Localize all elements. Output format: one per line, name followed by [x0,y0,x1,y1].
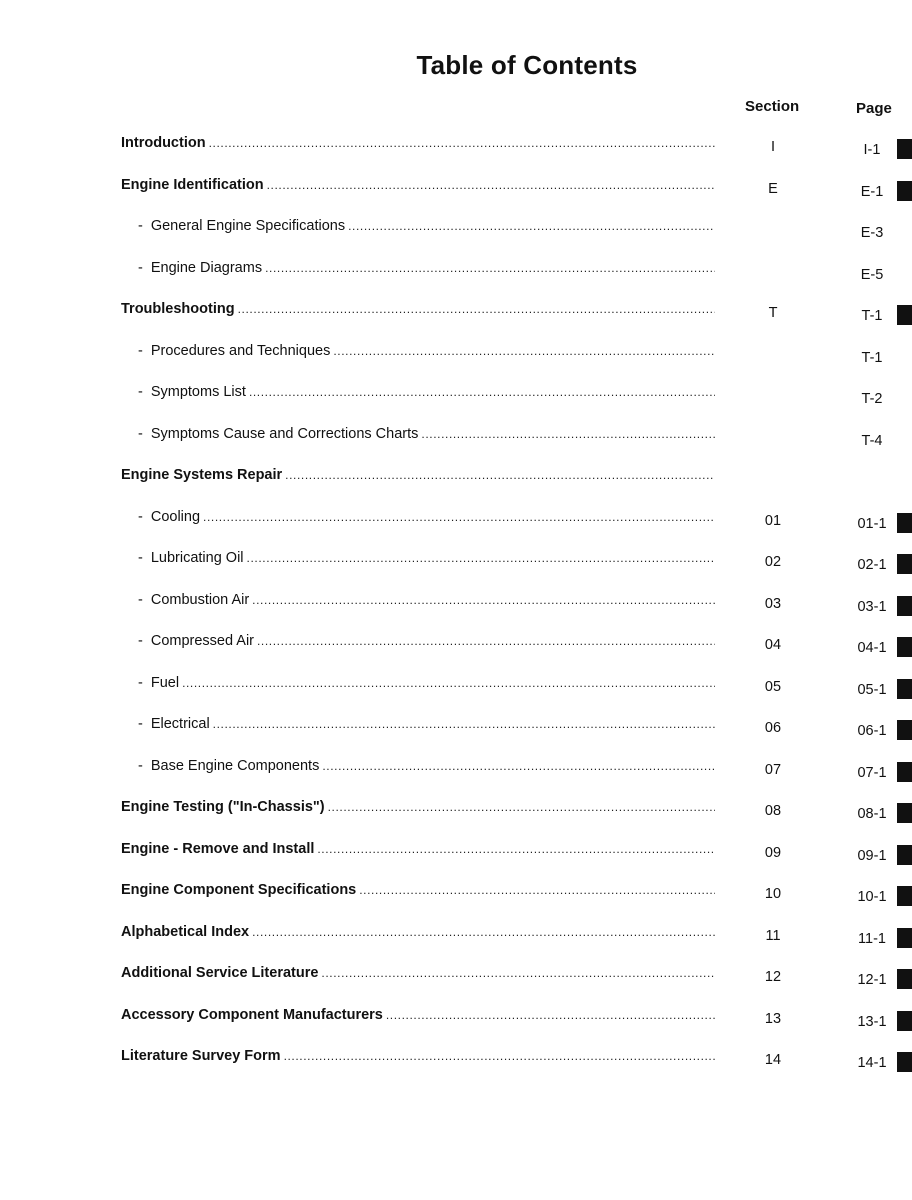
toc-entry-label: Troubleshooting [121,301,235,317]
toc-entry[interactable] [138,758,715,774]
toc-entry[interactable] [138,592,715,608]
page-number: 11-1 [858,930,886,947]
page-number: 04-1 [857,640,887,656]
section-code: E [768,180,778,197]
section-tab-marker [897,928,912,948]
section-tab-marker [897,845,912,865]
toc-entry-label: Engine - Remove and Install [121,840,315,857]
bullet-dash: - [138,674,143,691]
section-tab-marker [897,513,912,533]
dot-leader [348,219,715,233]
toc-list [0,127,912,1082]
dot-leader [386,1008,715,1022]
toc-entry[interactable] [121,924,715,940]
bullet-dash: - [138,384,143,400]
bullet-dash: - [138,591,143,608]
section-code: 08 [764,803,782,819]
toc-entry[interactable] [138,384,715,400]
toc-entry-label: Alphabetical Index [121,923,250,940]
dot-leader [328,800,715,814]
toc-entry-label: Procedures and Techniques [150,342,331,359]
section-tab-marker [897,596,912,616]
dot-leader [252,593,715,607]
dot-leader [182,676,715,690]
dot-leader [333,344,715,358]
toc-entry[interactable] [138,218,715,234]
toc-entry[interactable] [138,426,715,442]
bullet-dash: - [138,550,143,566]
page-number: 10-1 [857,889,887,905]
toc-entry-label: Base Engine Components [150,757,320,774]
page-number: 14-1 [857,1055,887,1071]
section-code: I [770,139,776,155]
toc-row[interactable] [0,252,912,294]
dot-leader [257,634,715,648]
bullet-dash: - [138,342,143,359]
toc-entry[interactable] [121,799,715,815]
toc-entry[interactable] [121,882,715,898]
toc-entry-label: Introduction [121,135,206,151]
page-number: 03-1 [857,598,887,615]
section-code: 10 [764,886,782,902]
dot-leader [322,759,715,773]
toc-row[interactable] [0,916,912,958]
toc-entry-label: Combustion Air [150,591,250,608]
toc-entry-label: Compressed Air [150,633,254,649]
toc-entry[interactable] [138,716,715,732]
section-code: 03 [764,595,782,612]
section-code: T [768,305,778,321]
page-title: Table of Contents [416,50,638,80]
toc-entry[interactable] [138,675,715,691]
bullet-dash: - [138,757,143,774]
toc-row[interactable] [0,335,912,377]
toc-entry[interactable] [138,550,715,566]
dot-leader [317,842,715,856]
toc-entry[interactable] [138,260,715,276]
dot-leader [265,261,715,275]
toc-row[interactable] [0,169,912,211]
dot-leader [359,883,715,897]
page-number: 01-1 [857,515,887,532]
page-number: E-3 [860,225,884,241]
page-number: 05-1 [857,681,887,698]
toc-entry[interactable] [138,509,715,525]
page-number: 09-1 [857,847,887,864]
page-number: T-4 [861,432,883,449]
page-number: 07-1 [857,764,887,781]
toc-entry-label: Engine Systems Repair [121,467,283,483]
section-tab-marker [897,1011,912,1031]
toc-entry[interactable] [121,301,715,317]
page-number: T-2 [861,391,883,407]
toc-entry-label: Engine Diagrams [150,259,263,276]
bullet-dash: - [138,425,143,442]
toc-row[interactable] [0,376,912,418]
dot-leader [421,427,715,441]
toc-entry[interactable] [121,177,715,193]
toc-entry[interactable] [121,965,715,981]
toc-row[interactable] [0,957,912,999]
toc-row[interactable] [0,667,912,709]
toc-entry[interactable] [121,1007,715,1023]
section-code: 11 [765,927,781,944]
section-code: 13 [764,1010,782,1027]
dot-leader [252,925,715,939]
toc-entry-label: Symptoms List [150,384,246,400]
dot-leader [249,385,715,399]
toc-entry-label: Engine Component Specifications [121,882,357,898]
section-tab-marker [897,803,912,823]
toc-entry-label: Engine Testing ("In-Chassis") [121,799,325,815]
section-tab-marker [897,554,912,574]
section-code: 06 [764,720,782,736]
page-number: 12-1 [857,972,887,988]
page-number: 13-1 [857,1013,887,1030]
toc-entry-label: Accessory Component Manufacturers [121,1006,383,1023]
toc-entry[interactable] [121,1048,715,1064]
dot-leader [247,551,715,565]
section-tab-marker [897,762,912,782]
section-column-header: Section [745,98,800,115]
toc-row[interactable] [0,418,912,460]
toc-row[interactable] [0,584,912,626]
section-tab-marker [897,679,912,699]
toc-row[interactable] [0,459,912,501]
page-number: 08-1 [857,806,887,822]
section-code: 09 [764,844,782,861]
section-code: 01 [764,512,782,529]
dot-leader [213,717,715,731]
dot-leader [267,178,715,192]
section-tab-marker [897,1052,912,1072]
section-tab-marker [897,305,912,325]
page-number: 06-1 [857,723,887,739]
page-number: E-5 [860,266,884,283]
dot-leader [203,510,715,524]
section-code: 02 [764,554,782,570]
toc-entry-label: Fuel [150,674,180,691]
toc-row[interactable] [0,833,912,875]
toc-entry-label: Literature Survey Form [121,1048,281,1064]
toc-entry-label: General Engine Specifications [150,218,346,234]
dot-leader [321,966,715,980]
page-number: T-1 [861,308,883,324]
toc-row[interactable] [0,542,912,584]
page-column-header: Page [856,100,892,117]
page-number: 02-1 [857,557,887,573]
toc-row[interactable] [0,999,912,1041]
toc-row[interactable] [0,127,912,169]
section-tab-marker [897,886,912,906]
toc-entry-label: Symptoms Cause and Corrections Charts [150,425,419,442]
bullet-dash: - [138,508,143,525]
bullet-dash: - [138,633,143,649]
section-code: 07 [764,761,782,778]
toc-entry[interactable] [121,135,715,151]
bullet-dash: - [138,716,143,732]
section-tab-marker [897,139,912,159]
section-code: 14 [764,1052,782,1068]
bullet-dash: - [138,259,143,276]
toc-row[interactable] [0,501,912,543]
toc-entry-label: Lubricating Oil [150,550,244,566]
toc-entry-label: Engine Identification [121,176,264,193]
section-code: 12 [764,969,782,985]
page-number: E-1 [860,183,884,200]
page-number: T-1 [861,349,883,366]
toc-entry[interactable] [138,633,715,649]
dot-leader [285,468,715,482]
dot-leader [284,1049,715,1063]
dot-leader [209,136,715,150]
section-tab-marker [897,181,912,201]
section-code: 05 [764,678,782,695]
bullet-dash: - [138,218,143,234]
section-tab-marker [897,637,912,657]
toc-row[interactable] [0,625,912,667]
toc-row[interactable] [0,791,912,833]
toc-entry[interactable] [138,343,715,359]
toc-entry-label: Cooling [150,508,201,525]
section-tab-marker [897,720,912,740]
toc-entry[interactable] [121,467,715,483]
page-number: I-1 [863,142,881,158]
dot-leader [238,302,715,316]
toc-row[interactable] [0,210,912,252]
toc-row[interactable] [0,750,912,792]
toc-entry-label: Additional Service Literature [121,965,319,981]
toc-entry[interactable] [121,841,715,857]
toc-row[interactable] [0,874,912,916]
toc-row[interactable] [0,708,912,750]
toc-row[interactable] [0,293,912,335]
section-code: 04 [764,637,782,653]
toc-entry-label: Electrical [150,716,210,732]
section-tab-marker [897,969,912,989]
toc-row[interactable] [0,1040,912,1082]
